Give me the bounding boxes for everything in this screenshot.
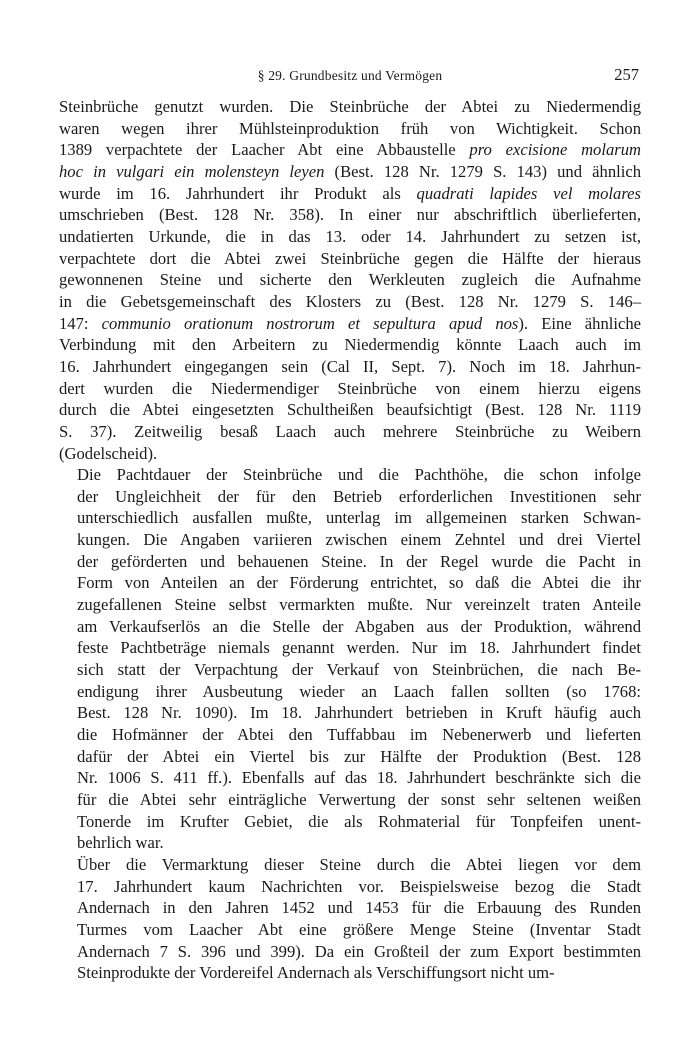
text-run: sich statt der Verpachtung der Verkauf von Steinbrüchen, die nach Be- — [77, 660, 641, 680]
text-run: behrlich war. — [77, 833, 164, 853]
text-run: S. 37). Zeitweilig besaß Laach auch mehrere Steinbrüche zu Weibern — [59, 421, 641, 441]
text-run: 1389 verpachtete der Laacher Abt eine Abbaustelle — [59, 140, 470, 160]
text-line — [59, 291, 641, 313]
text-run: (Godelscheid). — [59, 443, 158, 463]
text-line — [59, 507, 641, 529]
text-line — [59, 572, 641, 594]
text-line — [59, 637, 641, 659]
text-line — [59, 204, 641, 226]
text-run: Tonerde im Krufter Gebiet, die als Rohmaterial für Tonpfeifen unent- — [77, 811, 641, 831]
paragraph — [59, 464, 641, 854]
text-line — [59, 313, 641, 335]
text-run: verpachtete dort die Abtei zwei Steinbrüche gegen die Hälfte der hieraus — [59, 248, 641, 268]
text-line — [59, 334, 641, 356]
body-text — [59, 96, 641, 984]
text-line — [59, 421, 641, 443]
text-line — [59, 594, 641, 616]
text-run: Steinprodukte der Vordereifel Andernach als Verschiffungsort nicht um- — [77, 963, 555, 983]
text-run: die Hofmänner der Abtei den Tuffabbau im Nebenerwerb und lieferten — [77, 725, 641, 745]
text-line — [59, 854, 641, 876]
text-line — [59, 118, 641, 140]
latin-quote: hoc in vulgari ein molensteyn leyen — [59, 161, 325, 181]
text-run: Form von Anteilen an der Förderung entrichtet, so daß die Abtei die ihr — [77, 573, 641, 593]
text-line — [59, 897, 641, 919]
text-run: 16. Jahrhundert eingegangen sein (Cal II, Sept. 7). Noch im 18. Jahrhun- — [59, 356, 641, 376]
text-run: dert wurden die Niedermendiger Steinbrüche von einem hierzu eigens — [59, 378, 641, 398]
book-page — [59, 0, 641, 1048]
text-run: ). Eine ähnliche — [518, 313, 641, 333]
text-line — [59, 139, 641, 161]
text-run: in die Gebetsgemeinschaft des Klosters zu (Best. 128 Nr. 1279 S. 146– — [59, 291, 641, 311]
text-line — [59, 464, 641, 486]
text-run: Über die Vermarktung dieser Steine durch die Abtei liegen vor dem — [77, 854, 641, 874]
text-line — [59, 616, 641, 638]
text-run: Turmes vom Laacher Abt eine größere Menge Steine (Inventar Stadt — [77, 919, 641, 939]
text-line — [59, 876, 641, 898]
text-line — [59, 919, 641, 941]
paragraph — [59, 854, 641, 984]
text-line — [59, 529, 641, 551]
text-run: umschrieben (Best. 128 Nr. 358). In einer nur abschriftlich überlieferten, — [59, 205, 641, 225]
page-number: 257 — [614, 65, 639, 84]
text-run: am Verkaufserlös an die Stelle der Abgaben aus der Produktion, während — [77, 616, 641, 636]
text-line — [59, 832, 641, 854]
text-run: Andernach 7 S. 396 und 399). Da ein Großteil der zum Export bestimmten — [77, 941, 641, 961]
text-run: für die Abtei sehr einträgliche Verwertung der sonst sehr seltenen weißen — [77, 790, 641, 809]
text-run: Nr. 1006 S. 411 ff.). Ebenfalls auf das 18. Jahrhundert beschränkte sich die — [77, 768, 641, 788]
text-run: Andernach in den Jahren 1452 und 1453 für die Erbauung des Runden — [77, 898, 641, 918]
text-run: 147: — [59, 313, 102, 333]
text-run: der geförderten und behauenen Steine. In der Regel wurde die Pacht in — [77, 551, 641, 571]
text-line — [59, 551, 641, 573]
text-run: dafür der Abtei ein Viertel bis zur Hälfte der Produktion (Best. 128 — [77, 746, 641, 766]
text-line — [59, 962, 641, 984]
text-line — [59, 96, 641, 118]
text-line — [59, 161, 641, 183]
text-run: der Ungleichheit der für den Betrieb erforderlichen Investitionen sehr — [77, 486, 641, 506]
text-run: Verbindung mit den Arbeitern zu Niedermendig könnte Laach auch im — [59, 335, 641, 355]
text-run: endigung ihrer Ausbeutung wieder an Laach fallen sollten (so 1768: — [77, 681, 641, 701]
text-run: Die Pachtdauer der Steinbrüche und die Pachthöhe, die schon infolge — [77, 465, 641, 485]
text-run: zugefallenen Steine selbst vermarkten mußte. Nur vereinzelt traten Anteile — [77, 595, 641, 615]
text-line — [59, 378, 641, 400]
text-line — [59, 941, 641, 963]
text-line — [59, 486, 641, 508]
text-run: Steinbrüche genutzt wurden. Die Steinbrüche der Abtei zu Niedermendig — [59, 97, 641, 116]
text-run: 17. Jahrhundert kaum Nachrichten vor. Beispielsweise bezog die Stadt — [77, 876, 641, 896]
text-run: gewonnenen Steine und sicherte den Werkleuten zugleich die Aufnahme — [59, 270, 641, 290]
text-run: waren wegen ihrer Mühlsteinproduktion früh von Wichtigkeit. Schon — [59, 118, 641, 138]
text-line — [59, 443, 641, 465]
text-line — [59, 702, 641, 724]
text-run: Best. 128 Nr. 1090). Im 18. Jahrhundert betrieben in Kruft häufig auch — [77, 703, 641, 723]
text-line — [59, 248, 641, 270]
latin-quote: communio orationum nostrorum et sepultura apud nos — [101, 313, 519, 333]
text-line — [59, 356, 641, 378]
text-line — [59, 183, 641, 205]
text-run: unterschiedlich ausfallen mußte, unterlag im allgemeinen starken Schwan- — [77, 508, 641, 528]
text-run: feste Pachtbeträge niemals genannt werden. Nur im 18. Jahrhundert findet — [77, 638, 641, 658]
text-line — [59, 269, 641, 291]
text-line — [59, 746, 641, 768]
text-line — [59, 724, 641, 746]
page-header — [59, 64, 641, 88]
text-line — [59, 789, 641, 811]
text-line — [59, 681, 641, 703]
latin-quote: quadrati lapides vel molares — [416, 183, 642, 203]
text-run: (Best. 128 Nr. 1279 S. 143) und ähnlich — [324, 161, 641, 181]
text-line — [59, 226, 641, 248]
running-head: § 29. Grundbesitz und Vermögen — [257, 68, 443, 83]
text-line — [59, 399, 641, 421]
text-run: durch die Abtei eingesetzten Schultheißen beaufsichtigt (Best. 128 Nr. 1119 — [59, 400, 641, 420]
text-run: wurde im 16. Jahrhundert ihr Produkt als — [59, 183, 417, 203]
text-line — [59, 767, 641, 789]
text-line — [59, 811, 641, 833]
paragraph — [59, 96, 641, 464]
text-run: undatierten Urkunde, die in das 13. oder 14. Jahrhundert zu setzen ist, — [59, 226, 641, 246]
text-line — [59, 659, 641, 681]
text-run: kungen. Die Angaben variieren zwischen einem Zehntel und drei Viertel — [77, 530, 641, 550]
latin-quote: pro excisione molarum — [469, 140, 641, 160]
